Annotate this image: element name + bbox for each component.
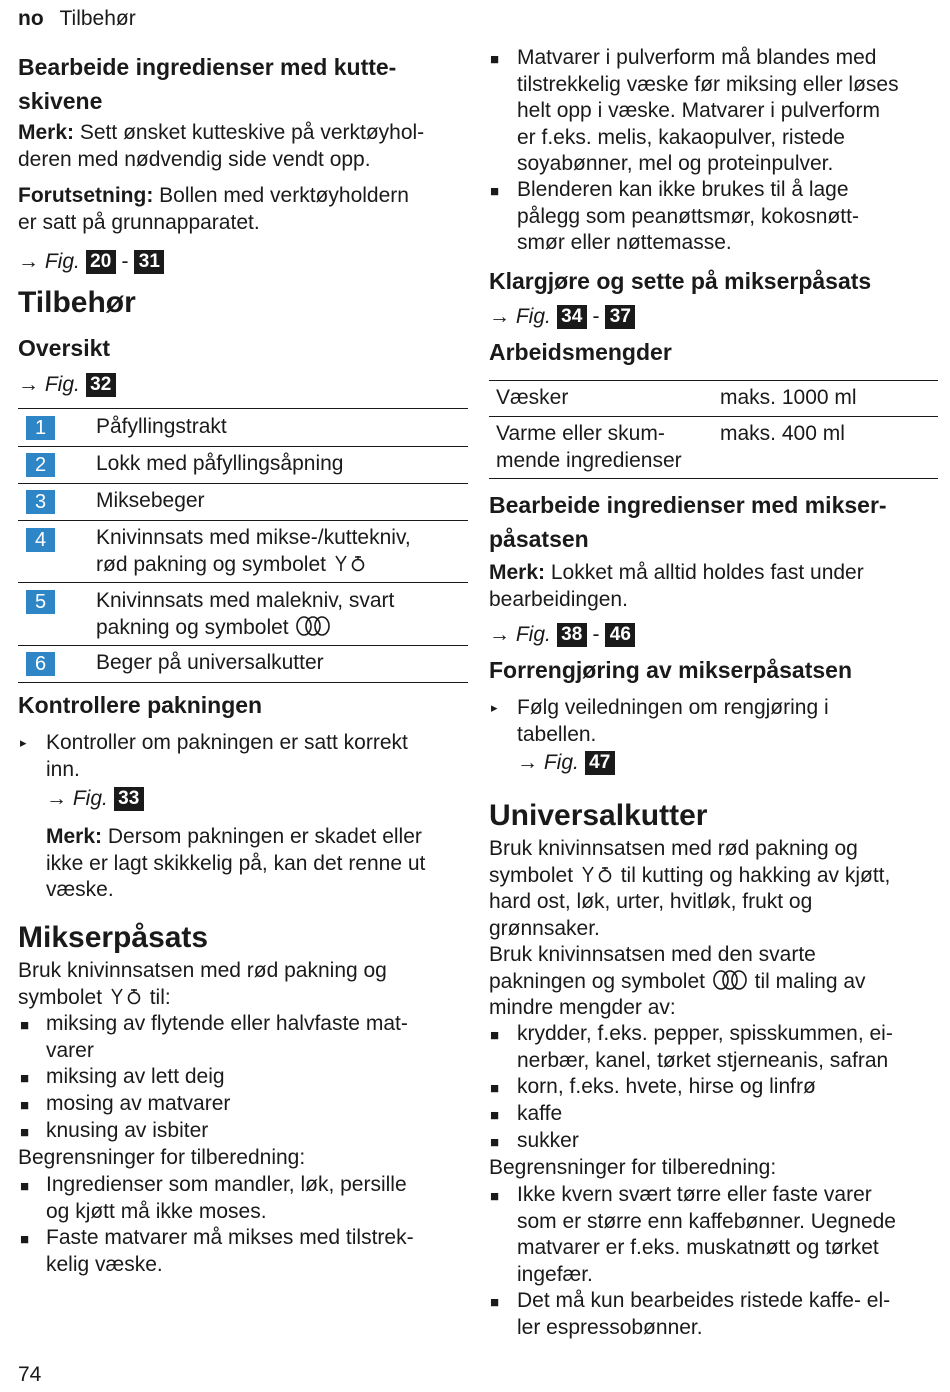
list-item: miksing av lett deig (46, 1065, 225, 1088)
note-text: ikke er lagt skikkelig på, kan det renne ut (46, 851, 426, 875)
list-item (517, 45, 899, 178)
note-text: væske. (46, 878, 114, 901)
bullet-icon: ■ (20, 1231, 30, 1248)
list-item: kaffe (517, 1102, 563, 1125)
table-rule (489, 380, 938, 381)
table-rule (18, 645, 468, 646)
part-name: Miksebeger (96, 489, 205, 512)
fig-label: Fig. (543, 751, 579, 774)
figure-badge: 47 (585, 751, 615, 775)
part-name: Beger på universalkutter (96, 651, 324, 674)
fig-ref-47 (517, 751, 615, 775)
intro-line: til kutting og hakking av kjøtt, (620, 863, 891, 887)
arrow-icon: → (18, 373, 39, 396)
fig-ref-20-31: → Fig. 20 - 31 (18, 250, 164, 274)
precondition-label: Forutsetning: (18, 184, 154, 207)
universal-intro-2 (489, 942, 866, 1022)
intro-line: til: (149, 985, 171, 1009)
intro-line: Bruk knivinnsatsen med rød pakning og (489, 837, 858, 860)
step-line: Kontroller om pakningen er satt korrekt (46, 731, 408, 754)
quantity-name: Væsker (496, 386, 569, 409)
fig-ref-32 (18, 373, 116, 397)
list-line: er f.eks. melis, kakaopulver, ristede (517, 125, 845, 149)
table-row (26, 489, 55, 516)
part-name (96, 525, 411, 578)
fig-ref-33 (46, 787, 144, 811)
figure-badge: 34 (557, 305, 587, 329)
cut-knife-symbol-icon (332, 553, 368, 573)
bullet-icon: ■ (490, 1107, 500, 1124)
universal-intro-1 (489, 836, 890, 942)
figure-badge: 46 (605, 623, 635, 647)
cut-knife-symbol-icon (579, 864, 615, 884)
table-row (26, 415, 55, 442)
list-line: ingefær. (517, 1262, 593, 1286)
list-line: smør eller nøttemasse. (517, 231, 732, 254)
part-name: Lokk med påfyllingsåpning (96, 452, 344, 475)
figure-badge: 37 (605, 305, 635, 329)
quantity-name-line: Varme eller skum- (496, 422, 665, 445)
list-line: Ikke kvern svært tørre eller faste varer (517, 1183, 872, 1206)
list-item: sukker (517, 1129, 579, 1152)
list-item (46, 1172, 407, 1225)
table-rule (18, 520, 468, 521)
quantities-heading: Arbeidsmengder (489, 339, 672, 365)
note-label: Merk: (18, 121, 75, 144)
list-item (517, 177, 859, 257)
grind-knife-symbol-icon (294, 615, 332, 637)
list-line: Ingredienser som mandler, løk, persille (46, 1173, 407, 1196)
list-item (46, 1225, 414, 1278)
part-name-line: rød pakning og symbolet (96, 552, 326, 576)
heading-line: Bearbeide ingredienser med kutte- (18, 54, 397, 80)
page-header (18, 6, 136, 33)
quantity-name (496, 421, 682, 474)
bullet-icon: ■ (20, 1097, 30, 1114)
mixer-limitations-label: Begrensninger for tilberedning: (18, 1146, 306, 1169)
fig-label: Fig. (44, 250, 80, 273)
check-seal-heading: Kontrollere pakningen (18, 692, 263, 718)
table-rule (18, 408, 468, 409)
table-rule (489, 416, 938, 417)
bullet-icon: ■ (20, 1070, 30, 1087)
precleaning-step (517, 695, 829, 748)
step-line: tabellen. (517, 722, 597, 746)
part-number-badge: 5 (26, 590, 55, 614)
list-item: korn, f.eks. hvete, hirse og linfrø (517, 1075, 816, 1098)
step-line: Følg veiledningen om rengjøring i (517, 696, 829, 719)
part-name-line: pakning og symbolet (96, 615, 289, 639)
intro-line: symbolet (18, 985, 103, 1009)
figure-badge: 20 (86, 250, 116, 274)
note-lid (489, 560, 864, 613)
intro-line: hard ost, løk, urter, hvitløk, frukt og (489, 890, 813, 913)
intro-line: mindre mengder av: (489, 996, 676, 1019)
list-item (517, 1021, 893, 1074)
cut-knife-symbol-icon (108, 986, 144, 1006)
part-name-line: Knivinnsats med malekniv, svart (96, 589, 395, 612)
part-number-badge: 3 (26, 490, 55, 514)
header-section: Tilbehør (59, 7, 136, 30)
arrow-icon: → (489, 623, 510, 646)
list-item (46, 1011, 408, 1064)
cutting-discs-heading (18, 50, 396, 118)
process-mixer-heading (489, 488, 887, 556)
list-line: og kjøtt må ikke moses. (46, 1199, 267, 1223)
bullet-icon: ■ (20, 1178, 30, 1195)
note-text: Dersom pakningen er skadet eller (107, 825, 422, 848)
check-seal-step (46, 730, 408, 783)
list-line: Faste matvarer må mikses med tilstrek- (46, 1226, 414, 1249)
bullet-icon: ■ (490, 1294, 500, 1311)
list-line: miksing av flytende eller halvfaste mat- (46, 1012, 408, 1035)
prepare-mixer-heading: Klargjøre og sette på mikserpåsats (489, 268, 872, 294)
bullet-icon: ■ (490, 1134, 500, 1151)
list-line: tilstrekkelig væske før miksing eller løses (517, 72, 899, 96)
intro-line: Bruk knivinnsatsen med den svarte (489, 943, 816, 966)
fig-label: Fig. (44, 373, 80, 396)
note-text: Lokket må alltid holdes fast under (550, 561, 864, 584)
table-row (26, 589, 55, 616)
part-name (96, 588, 394, 641)
fig-label: Fig. (515, 623, 551, 646)
list-line: kelig væske. (46, 1252, 163, 1276)
step-line: inn. (46, 757, 80, 781)
section-title-mikserpasats: Mikserpåsats (18, 921, 209, 954)
quantity-value: maks. 1000 ml (720, 386, 857, 409)
intro-line: grønnsaker. (489, 916, 600, 940)
list-line: helt opp i væske. Matvarer i pulverform (517, 99, 880, 122)
list-line: soyabønner, mel og proteinpulver. (517, 152, 834, 175)
step-triangle-icon: ▸ (491, 700, 498, 715)
part-number-badge: 4 (26, 528, 55, 552)
bullet-icon: ■ (490, 1027, 500, 1044)
table-rule (489, 478, 938, 479)
bullet-icon: ■ (490, 1080, 500, 1097)
part-number-badge: 6 (26, 652, 55, 676)
universal-limitations-label: Begrensninger for tilberedning: (489, 1156, 777, 1179)
intro-line: pakningen og symbolet (489, 969, 705, 993)
list-item: knusing av isbiter (46, 1119, 209, 1142)
fig-ref-38-46: → Fig. 38 - 46 (489, 623, 635, 647)
table-rule (18, 582, 468, 583)
list-line: nerbær, kanel, tørket stjerneanis, safran (517, 1048, 889, 1072)
list-line: Det må kun bearbeides ristede kaffe- el- (517, 1289, 891, 1312)
table-rule (18, 682, 468, 683)
intro-line: Bruk knivinnsatsen med rød pakning og (18, 959, 387, 982)
heading-line: Bearbeide ingredienser med mikser- (489, 492, 887, 518)
page-number: 74 (18, 1363, 42, 1386)
note-cutting-disc (18, 120, 424, 173)
quantity-value: maks. 400 ml (720, 422, 845, 445)
figure-badge: 32 (86, 373, 116, 397)
intro-line: symbolet (489, 863, 574, 887)
bullet-icon: ■ (20, 1124, 30, 1141)
table-rule (18, 483, 468, 484)
fig-label: Fig. (72, 787, 108, 810)
arrow-icon: → (517, 751, 538, 774)
arrow-icon: → (46, 787, 67, 810)
note-text: bearbeidingen. (489, 587, 628, 611)
table-rule (18, 446, 468, 447)
note-label: Merk: (46, 825, 103, 848)
list-item (517, 1288, 890, 1341)
intro-line: til maling av (754, 969, 866, 993)
bullet-icon: ■ (490, 1188, 500, 1205)
list-line: ler espressobønner. (517, 1315, 703, 1339)
note-label: Merk: (489, 561, 546, 584)
step-triangle-icon: ▸ (20, 735, 27, 750)
precondition (18, 183, 409, 236)
quantity-name-line: mende ingredienser (496, 448, 682, 472)
list-line: matvarer er f.eks. muskatnøtt og tørket (517, 1236, 879, 1259)
note-seal (46, 824, 425, 904)
part-name: Påfyllingstrakt (96, 415, 227, 438)
list-line: pålegg som peanøttsmør, kokosnøtt- (517, 204, 859, 228)
section-title-tilbehor: Tilbehør (18, 286, 136, 319)
precondition-text: Bollen med verktøyholdern (159, 184, 409, 207)
arrow-icon: → (489, 305, 510, 328)
mixer-intro (18, 958, 387, 1011)
grind-knife-symbol-icon (711, 969, 749, 991)
table-row (26, 527, 55, 554)
part-name-line: Knivinnsats med mikse-/kuttekniv, (96, 526, 411, 549)
precleaning-heading: Forrengjøring av mikserpåsatsen (489, 657, 853, 683)
figure-badge: 33 (114, 787, 144, 811)
list-item (517, 1182, 896, 1288)
fig-label: Fig. (515, 305, 551, 328)
list-line: som er større enn kaffebønner. Uegnede (517, 1209, 896, 1233)
list-line: krydder, f.eks. pepper, spisskummen, ei- (517, 1022, 893, 1045)
overview-heading: Oversikt (18, 335, 111, 361)
bullet-icon: ■ (20, 1017, 30, 1034)
section-title-universalkutter: Universalkutter (489, 799, 708, 832)
list-line: Matvarer i pulverform må blandes med (517, 46, 877, 69)
list-item: mosing av matvarer (46, 1092, 231, 1115)
bullet-icon: ■ (490, 51, 500, 68)
fig-ref-34-37: → Fig. 34 - 37 (489, 305, 635, 329)
note-text: Sett ønsket kutteskive på verktøyhol- (79, 121, 425, 144)
header-lang: no (18, 7, 44, 30)
arrow-icon: → (18, 250, 39, 273)
table-row (26, 651, 55, 678)
precondition-text: er satt på grunnapparatet. (18, 210, 260, 234)
list-line: varer (46, 1038, 94, 1062)
bullet-icon: ■ (490, 183, 500, 200)
figure-badge: 31 (134, 250, 164, 274)
heading-line: skivene (18, 88, 103, 114)
note-text: deren med nødvendig side vendt opp. (18, 147, 371, 171)
heading-line: påsatsen (489, 526, 589, 552)
table-row (26, 452, 55, 479)
part-number-badge: 1 (26, 416, 55, 440)
part-number-badge: 2 (26, 453, 55, 477)
figure-badge: 38 (557, 623, 587, 647)
list-line: Blenderen kan ikke brukes til å lage (517, 178, 849, 201)
